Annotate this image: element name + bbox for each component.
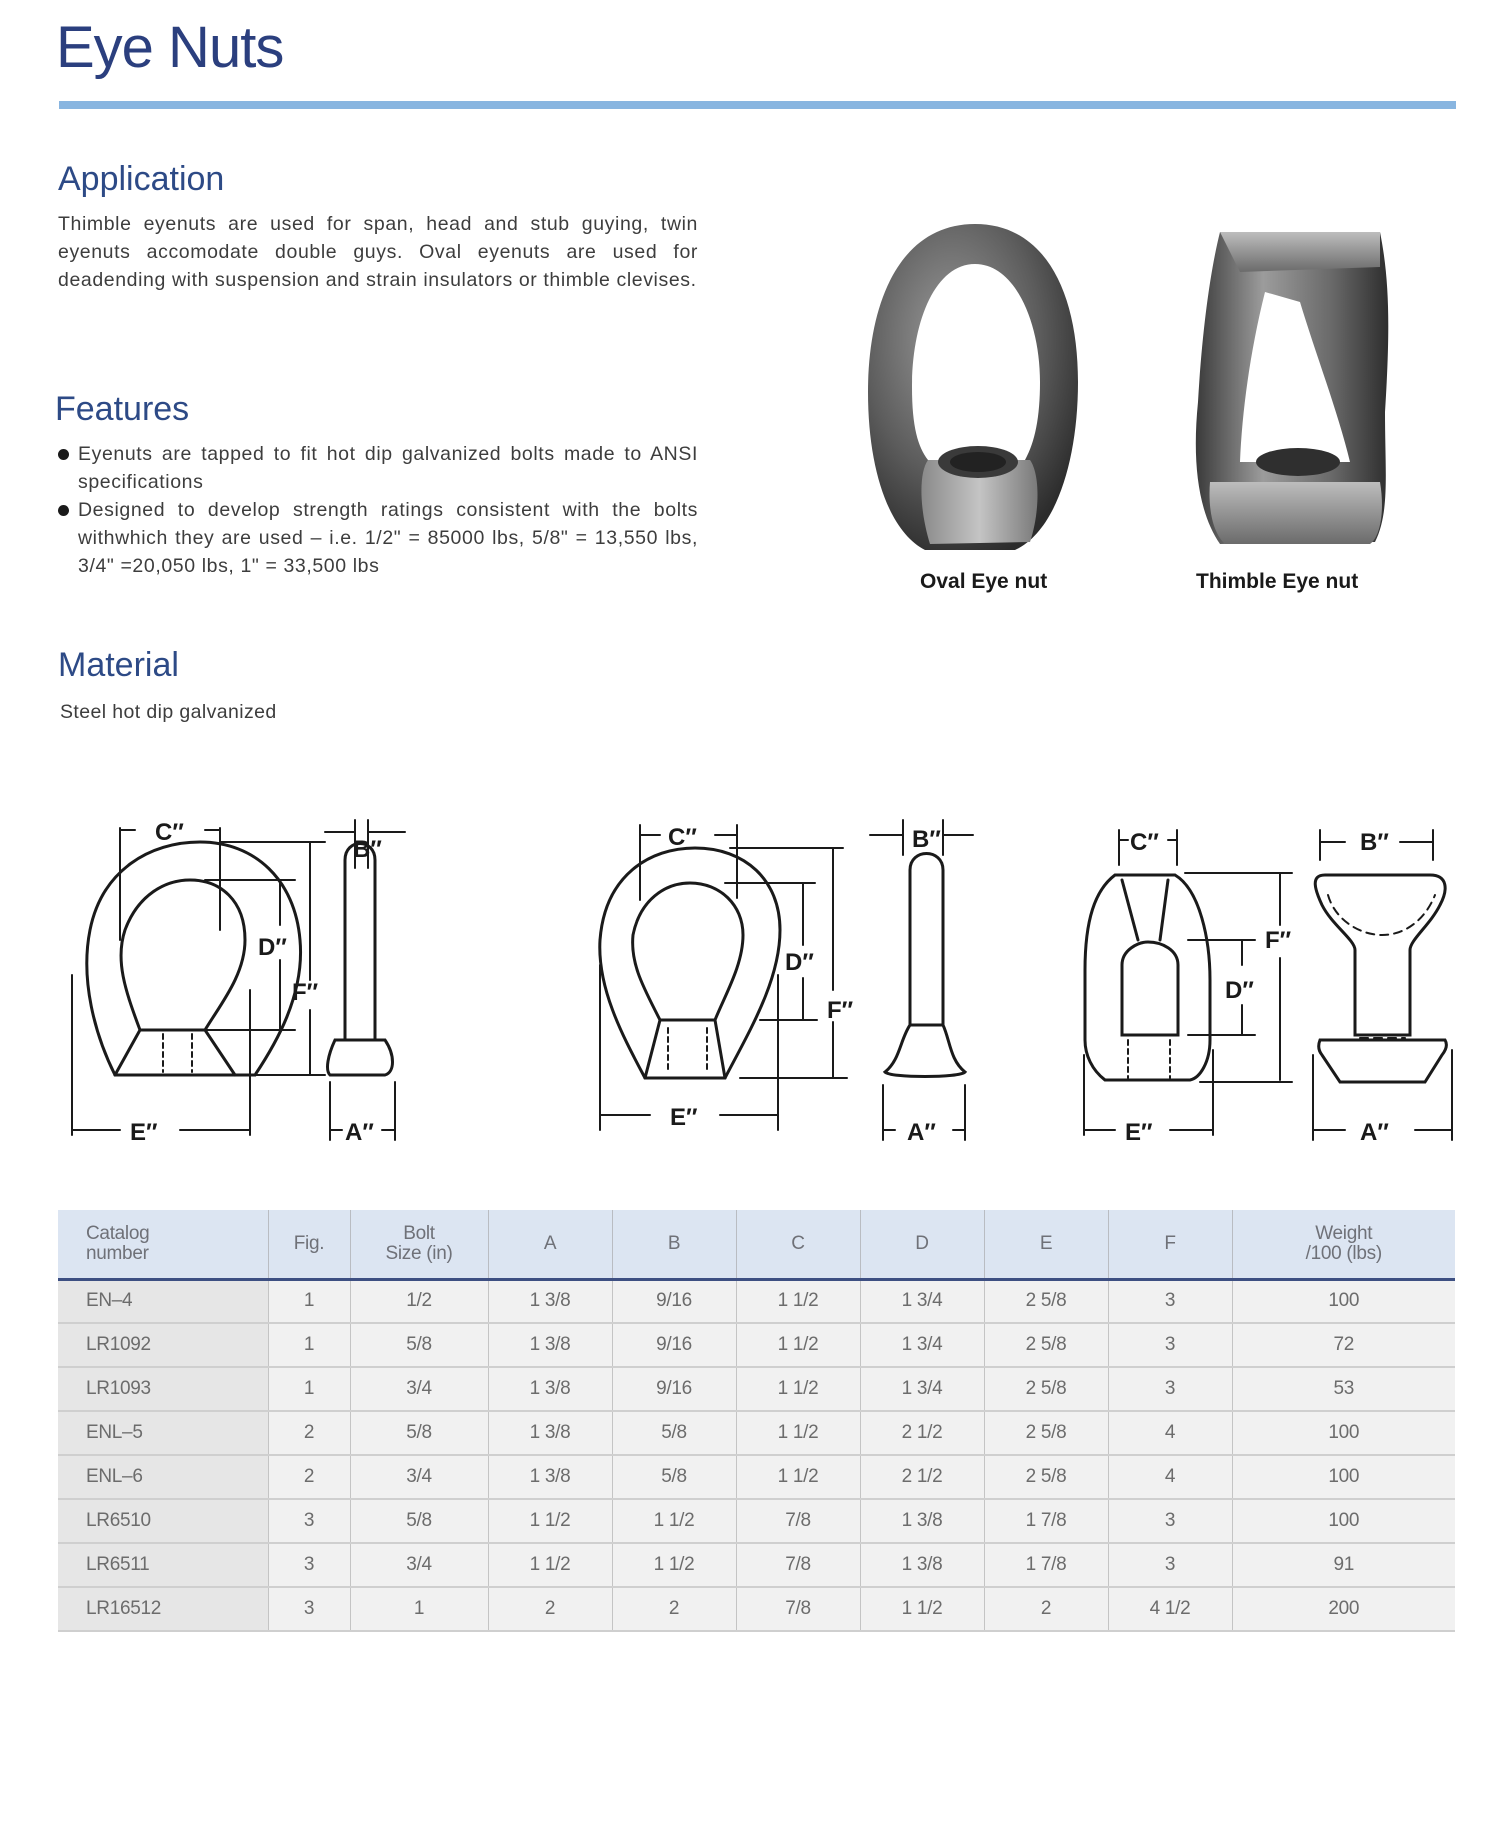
cell-a: 1 1/2 xyxy=(488,1543,612,1587)
cell-bolt-size: 5/8 xyxy=(350,1499,488,1543)
dim-label-c: C″ xyxy=(155,819,184,846)
features-list xyxy=(58,440,698,580)
cell-weight: 200 xyxy=(1232,1587,1455,1631)
column-header-b xyxy=(612,1210,736,1279)
cell-a: 1 3/8 xyxy=(488,1279,612,1323)
cell-a: 1 3/8 xyxy=(488,1367,612,1411)
dim-label-d: D″ xyxy=(258,934,287,961)
cell-c: 1 1/2 xyxy=(736,1367,860,1411)
feature-item xyxy=(58,440,698,496)
fig1-inner-outline xyxy=(121,880,245,1030)
column-header-f xyxy=(1108,1210,1232,1279)
column-header-line: Size (in) xyxy=(385,1242,453,1264)
feature-text: Eyenuts are tapped to fit hot dip galvanized bolts made to ANSI specifications xyxy=(78,443,698,493)
cell-bolt-size: 3/4 xyxy=(350,1367,488,1411)
dim-label-a: A″ xyxy=(345,1119,374,1146)
cell-b: 1 1/2 xyxy=(612,1499,736,1543)
cell-fig: 3 xyxy=(268,1587,350,1631)
fig3-outer-outline xyxy=(1085,875,1210,1080)
cell-f: 4 xyxy=(1108,1455,1232,1499)
cell-bolt-size: 5/8 xyxy=(350,1411,488,1455)
thimble-eye-nut-label: Thimble Eye nut xyxy=(1196,570,1359,593)
thimble-eye-nut-photo xyxy=(1180,212,1395,562)
cell-catalog-number: LR6510 xyxy=(58,1499,268,1543)
cell-e: 2 5/8 xyxy=(984,1455,1108,1499)
bullet-icon xyxy=(58,505,69,516)
cell-a: 1 3/8 xyxy=(488,1411,612,1455)
table-row xyxy=(58,1455,1455,1499)
column-header-line: Fig. xyxy=(293,1232,325,1254)
figure-2-diagram xyxy=(585,800,995,1150)
features-heading: Features xyxy=(55,390,190,428)
bullet-icon xyxy=(58,449,69,460)
column-header-line: F xyxy=(1164,1232,1176,1254)
cell-e: 2 5/8 xyxy=(984,1323,1108,1367)
application-text: Thimble eyenuts are used for span, head and stub guying, twin eyenuts accomodate double guys. Oval eyenuts are used for deadending with suspension and strain insulators or thimble clevises. xyxy=(58,213,698,291)
table-row xyxy=(58,1323,1455,1367)
cell-fig: 3 xyxy=(268,1543,350,1587)
oval-eye-nut-photo xyxy=(850,212,1100,562)
cell-fig: 1 xyxy=(268,1323,350,1367)
cell-weight: 100 xyxy=(1232,1455,1455,1499)
cell-weight: 100 xyxy=(1232,1499,1455,1543)
column-header-line: E xyxy=(1039,1232,1053,1254)
column-header-line: Bolt xyxy=(403,1222,435,1244)
cell-catalog-number: ENL–6 xyxy=(58,1455,268,1499)
cell-weight: 91 xyxy=(1232,1543,1455,1587)
cell-catalog-number: LR1092 xyxy=(58,1323,268,1367)
dim-label-f: F″ xyxy=(827,997,854,1024)
cell-e: 2 5/8 xyxy=(984,1411,1108,1455)
table-row xyxy=(58,1499,1455,1543)
cell-d: 1 3/4 xyxy=(860,1367,984,1411)
cell-a: 1 3/8 xyxy=(488,1455,612,1499)
dim-label-e: E″ xyxy=(1125,1119,1153,1146)
cell-e: 1 7/8 xyxy=(984,1543,1108,1587)
cell-f: 3 xyxy=(1108,1543,1232,1587)
cell-catalog-number: LR6511 xyxy=(58,1543,268,1587)
column-header-c xyxy=(736,1210,860,1279)
cell-bolt-size: 3/4 xyxy=(350,1455,488,1499)
cell-e: 1 7/8 xyxy=(984,1499,1108,1543)
column-header-catalog-number xyxy=(58,1210,268,1279)
feature-text: Designed to develop strength ratings consistent with the bolts withwhich they are used – i.e. 1/2" = 85000 lbs, 5/8" = 13,550 lbs, 3/4" =20,050 lbs, 1" = 33,500 lbs xyxy=(78,499,698,577)
cell-b: 2 xyxy=(612,1587,736,1631)
column-header-line: C xyxy=(791,1232,805,1254)
fig3-inner-outline xyxy=(1122,942,1178,1035)
table-header-row xyxy=(58,1210,1455,1279)
cell-c: 7/8 xyxy=(736,1499,860,1543)
column-header-line: D xyxy=(915,1232,929,1254)
column-header-line: Weight xyxy=(1315,1222,1373,1244)
column-header-line: /100 (lbs) xyxy=(1305,1242,1382,1264)
cell-fig: 1 xyxy=(268,1279,350,1323)
cell-d: 1 1/2 xyxy=(860,1587,984,1631)
fig2-side-stem xyxy=(910,854,943,1026)
dim-label-b: B″ xyxy=(353,836,382,863)
cell-fig: 3 xyxy=(268,1499,350,1543)
dim-label-a: A″ xyxy=(907,1119,936,1146)
cell-b: 9/16 xyxy=(612,1367,736,1411)
cell-c: 1 1/2 xyxy=(736,1323,860,1367)
dim-label-e: E″ xyxy=(130,1119,158,1146)
cell-f: 4 xyxy=(1108,1411,1232,1455)
column-header-e xyxy=(984,1210,1108,1279)
cell-b: 9/16 xyxy=(612,1323,736,1367)
cell-d: 2 1/2 xyxy=(860,1455,984,1499)
cell-b: 5/8 xyxy=(612,1455,736,1499)
cell-c: 1 1/2 xyxy=(736,1279,860,1323)
cell-d: 1 3/8 xyxy=(860,1499,984,1543)
cell-d: 1 3/4 xyxy=(860,1323,984,1367)
table-row xyxy=(58,1411,1455,1455)
cell-b: 9/16 xyxy=(612,1279,736,1323)
column-header-bolt-size xyxy=(350,1210,488,1279)
cell-d: 1 3/4 xyxy=(860,1279,984,1323)
cell-f: 3 xyxy=(1108,1499,1232,1543)
dim-label-b: B″ xyxy=(912,826,941,853)
cell-bolt-size: 3/4 xyxy=(350,1543,488,1587)
cell-weight: 72 xyxy=(1232,1323,1455,1367)
application-heading: Application xyxy=(58,160,225,198)
cell-catalog-number: LR16512 xyxy=(58,1587,268,1631)
table-row xyxy=(58,1279,1455,1323)
cell-fig: 2 xyxy=(268,1411,350,1455)
cell-weight: 100 xyxy=(1232,1411,1455,1455)
cell-c: 1 1/2 xyxy=(736,1411,860,1455)
fig3-side-top xyxy=(1315,875,1445,1035)
dim-label-f: F″ xyxy=(292,979,319,1006)
cell-bolt-size: 1 xyxy=(350,1587,488,1631)
dim-label-d: D″ xyxy=(785,949,814,976)
dim-label-f: F″ xyxy=(1265,927,1292,954)
page-title: Eye Nuts xyxy=(56,15,284,80)
cell-c: 7/8 xyxy=(736,1543,860,1587)
dim-label-c: C″ xyxy=(1130,829,1159,856)
dim-label-b: B″ xyxy=(1360,829,1389,856)
cell-weight: 53 xyxy=(1232,1367,1455,1411)
oval-eye-nut-label: Oval Eye nut xyxy=(920,570,1048,593)
cell-e: 2 5/8 xyxy=(984,1367,1108,1411)
table-row xyxy=(58,1543,1455,1587)
specifications-table xyxy=(58,1210,1455,1632)
cell-catalog-number: ENL–5 xyxy=(58,1411,268,1455)
column-header-line: B xyxy=(667,1232,681,1254)
cell-bolt-size: 1/2 xyxy=(350,1279,488,1323)
cell-d: 2 1/2 xyxy=(860,1411,984,1455)
dim-label-e: E″ xyxy=(670,1104,698,1131)
column-header-line: number xyxy=(86,1242,149,1264)
material-text: Steel hot dip galvanized xyxy=(60,701,277,723)
dim-label-d: D″ xyxy=(1225,977,1254,1004)
dim-label-c: C″ xyxy=(668,824,697,851)
cell-fig: 1 xyxy=(268,1367,350,1411)
cell-f: 3 xyxy=(1108,1367,1232,1411)
cell-c: 1 1/2 xyxy=(736,1455,860,1499)
cell-weight: 100 xyxy=(1232,1279,1455,1323)
material-heading: Material xyxy=(58,646,179,684)
cell-f: 3 xyxy=(1108,1323,1232,1367)
fig2-inner-outline xyxy=(633,883,743,1020)
column-header-fig xyxy=(268,1210,350,1279)
cell-b: 1 1/2 xyxy=(612,1543,736,1587)
cell-d: 1 3/8 xyxy=(860,1543,984,1587)
figure-1-diagram xyxy=(70,800,470,1150)
cell-f: 3 xyxy=(1108,1279,1232,1323)
fig1-side-stem xyxy=(345,844,375,1041)
column-header-a xyxy=(488,1210,612,1279)
cell-catalog-number: EN–4 xyxy=(58,1279,268,1323)
cell-a: 2 xyxy=(488,1587,612,1631)
feature-item xyxy=(58,496,698,580)
figure-3-diagram xyxy=(1070,800,1490,1150)
title-divider xyxy=(59,101,1456,109)
column-header-weight xyxy=(1232,1210,1455,1279)
dim-label-a: A″ xyxy=(1360,1119,1389,1146)
table-row xyxy=(58,1587,1455,1631)
cell-b: 5/8 xyxy=(612,1411,736,1455)
cell-e: 2 5/8 xyxy=(984,1279,1108,1323)
cell-fig: 2 xyxy=(268,1455,350,1499)
cell-a: 1 1/2 xyxy=(488,1499,612,1543)
cell-f: 4 1/2 xyxy=(1108,1587,1232,1631)
cell-catalog-number: LR1093 xyxy=(58,1367,268,1411)
cell-a: 1 3/8 xyxy=(488,1323,612,1367)
table-row xyxy=(58,1367,1455,1411)
cell-e: 2 xyxy=(984,1587,1108,1631)
column-header-d xyxy=(860,1210,984,1279)
cell-c: 7/8 xyxy=(736,1587,860,1631)
cell-bolt-size: 5/8 xyxy=(350,1323,488,1367)
column-header-line: Catalog xyxy=(86,1222,150,1244)
column-header-line: A xyxy=(543,1232,557,1254)
